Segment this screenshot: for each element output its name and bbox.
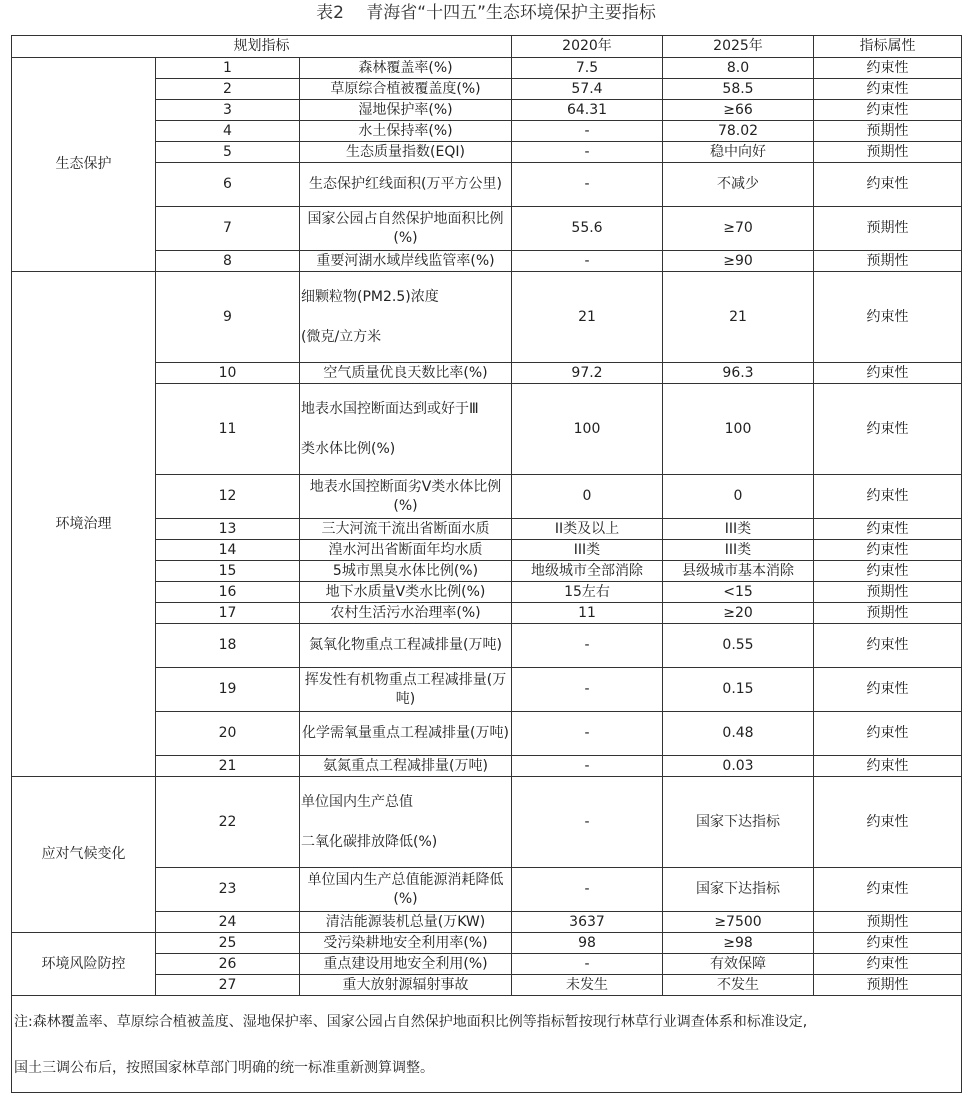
indicator-name: 单位国内生产总值能源消耗降低(%) [300, 868, 512, 912]
value-2025: 0.03 [663, 756, 814, 777]
indicator-attribute: 预期性 [814, 142, 962, 163]
indicator-attribute: 约束性 [814, 363, 962, 384]
indicator-name: 国家公园占自然保护地面积比例(%) [300, 207, 512, 251]
row-number: 12 [156, 475, 300, 519]
indicator-name: 氨氮重点工程减排量(万吨) [300, 756, 512, 777]
value-2025: ≥66 [663, 100, 814, 121]
line-gap [301, 307, 510, 328]
table-row [12, 933, 962, 954]
value-2025: ≥98 [663, 933, 814, 954]
indicator-name: 地表水国控断面劣V类水体比例(%) [300, 475, 512, 519]
indicator-name: 化学需氧量重点工程减排量(万吨) [300, 712, 512, 756]
header-row [12, 36, 962, 58]
value-2025: 0.55 [663, 624, 814, 668]
indicator-name [300, 272, 512, 363]
indicator-name-line-2: (微克/立方米 [301, 328, 382, 345]
value-2020: 7.5 [512, 58, 663, 79]
value-2020: II类及以上 [512, 519, 663, 540]
value-2020: 11 [512, 603, 663, 624]
value-2020: 97.2 [512, 363, 663, 384]
value-2020: - [512, 777, 663, 868]
indicator-attribute: 约束性 [814, 163, 962, 207]
value-2020: - [512, 251, 663, 272]
header-attr: 指标属性 [814, 36, 962, 58]
value-2025: 8.0 [663, 58, 814, 79]
indicator-name: 重要河湖水域岸线监管率(%) [300, 251, 512, 272]
line-gap [301, 419, 510, 440]
category-cell: 应对气候变化 [12, 777, 156, 933]
value-2025: 稳中向好 [663, 142, 814, 163]
value-2020: 21 [512, 272, 663, 363]
value-2025: ≥7500 [663, 912, 814, 933]
indicator-attribute: 约束性 [814, 561, 962, 582]
table-row [12, 777, 962, 868]
value-2025: 58.5 [663, 79, 814, 100]
value-2020: - [512, 712, 663, 756]
value-2025: 不减少 [663, 163, 814, 207]
indicator-attribute: 约束性 [814, 712, 962, 756]
row-number: 10 [156, 363, 300, 384]
value-2025: 不发生 [663, 975, 814, 996]
indicator-name-line-1: 细颗粒物(PM2.5)浓度 [301, 288, 439, 305]
indicator-attribute: 约束性 [814, 954, 962, 975]
row-number: 14 [156, 540, 300, 561]
row-number: 13 [156, 519, 300, 540]
row-number: 8 [156, 251, 300, 272]
value-2020: III类 [512, 540, 663, 561]
value-2025: ≥90 [663, 251, 814, 272]
row-number: 17 [156, 603, 300, 624]
value-2020: 15左右 [512, 582, 663, 603]
table-title: 表2 青海省“十四五”生态环境保护主要指标 [316, 3, 656, 23]
value-2020: 57.4 [512, 79, 663, 100]
value-2020: 未发生 [512, 975, 663, 996]
value-2020: - [512, 954, 663, 975]
value-2020: - [512, 868, 663, 912]
value-2020: - [512, 142, 663, 163]
row-number: 19 [156, 668, 300, 712]
line-gap [301, 812, 510, 833]
indicator-attribute: 预期性 [814, 121, 962, 142]
indicator-name-line-1: 单位国内生产总值 [301, 793, 413, 810]
indicator-attribute: 预期性 [814, 975, 962, 996]
header-indicator: 规划指标 [12, 36, 512, 58]
row-number: 1 [156, 58, 300, 79]
indicator-name: 重大放射源辐射事故 [300, 975, 512, 996]
indicator-attribute: 预期性 [814, 912, 962, 933]
row-number: 3 [156, 100, 300, 121]
indicator-name: 5城市黑臭水体比例(%) [300, 561, 512, 582]
value-2020: - [512, 756, 663, 777]
value-2025: ≥70 [663, 207, 814, 251]
row-number: 21 [156, 756, 300, 777]
indicator-name: 水土保持率(%) [300, 121, 512, 142]
indicator-attribute: 约束性 [814, 933, 962, 954]
row-number: 15 [156, 561, 300, 582]
indicator-attribute: 约束性 [814, 100, 962, 121]
value-2025: 21 [663, 272, 814, 363]
indicator-name [300, 777, 512, 868]
row-number: 9 [156, 272, 300, 363]
row-number: 22 [156, 777, 300, 868]
value-2025: 0 [663, 475, 814, 519]
note-row [12, 996, 962, 1093]
value-2020: 100 [512, 384, 663, 475]
indicator-attribute: 约束性 [814, 384, 962, 475]
value-2025: 0.48 [663, 712, 814, 756]
row-number: 2 [156, 79, 300, 100]
indicator-name: 三大河流干流出省断面水质 [300, 519, 512, 540]
row-number: 25 [156, 933, 300, 954]
indicator-name: 生态质量指数(EQI) [300, 142, 512, 163]
indicator-attribute: 预期性 [814, 251, 962, 272]
value-2020: - [512, 624, 663, 668]
indicator-name: 草原综合植被覆盖度(%) [300, 79, 512, 100]
indicator-name: 农村生活污水治理率(%) [300, 603, 512, 624]
indicator-name [300, 384, 512, 475]
row-number: 20 [156, 712, 300, 756]
indicator-attribute: 约束性 [814, 540, 962, 561]
indicator-name: 湿地保护率(%) [300, 100, 512, 121]
indicator-name: 地下水质量V类水比例(%) [300, 582, 512, 603]
value-2020: 3637 [512, 912, 663, 933]
value-2020: 55.6 [512, 207, 663, 251]
indicator-name: 重点建设用地安全利用(%) [300, 954, 512, 975]
note-cell [12, 996, 962, 1093]
value-2020: - [512, 121, 663, 142]
row-number: 18 [156, 624, 300, 668]
header-2020: 2020年 [512, 36, 663, 58]
indicator-name: 挥发性有机物重点工程减排量(万吨) [300, 668, 512, 712]
value-2020: - [512, 668, 663, 712]
indicator-name-line-1: 地表水国控断面达到或好于Ⅲ [301, 400, 479, 417]
indicator-attribute: 约束性 [814, 475, 962, 519]
indicator-attribute: 约束性 [814, 272, 962, 363]
indicator-name: 空气质量优良天数比率(%) [300, 363, 512, 384]
indicator-attribute: 预期性 [814, 207, 962, 251]
table-row [12, 272, 962, 363]
indicator-name: 生态保护红线面积(万平方公里) [300, 163, 512, 207]
indicator-attribute: 约束性 [814, 58, 962, 79]
indicator-attribute: 约束性 [814, 79, 962, 100]
indicator-attribute: 约束性 [814, 624, 962, 668]
indicator-name: 森林覆盖率(%) [300, 58, 512, 79]
note-line-2: 国土三调公布后，按照国家林草部门明确的统一标准重新测算调整。 [14, 1060, 434, 1076]
value-2025: ≥20 [663, 603, 814, 624]
indicator-attribute: 约束性 [814, 777, 962, 868]
note-line-1: 注:森林覆盖率、草原综合植被盖度、湿地保护率、国家公园占自然保护地面积比例等指标暂按现行林草行业调查体系和标准设定, [14, 1014, 808, 1030]
value-2025: III类 [663, 519, 814, 540]
indicator-name: 湟水河出省断面年均水质 [300, 540, 512, 561]
value-2025: 国家下达指标 [663, 868, 814, 912]
indicator-attribute: 预期性 [814, 603, 962, 624]
value-2020: 地级城市全部消除 [512, 561, 663, 582]
category-cell: 环境风险防控 [12, 933, 156, 996]
indicator-attribute: 预期性 [814, 582, 962, 603]
row-number: 27 [156, 975, 300, 996]
indicator-table [11, 35, 962, 1093]
value-2025: 78.02 [663, 121, 814, 142]
value-2020: 64.31 [512, 100, 663, 121]
row-number: 26 [156, 954, 300, 975]
value-2025: 县级城市基本消除 [663, 561, 814, 582]
value-2025: 100 [663, 384, 814, 475]
category-cell: 生态保护 [12, 58, 156, 272]
row-number: 16 [156, 582, 300, 603]
value-2020: - [512, 163, 663, 207]
row-number: 4 [156, 121, 300, 142]
row-number: 6 [156, 163, 300, 207]
indicator-name: 受污染耕地安全利用率(%) [300, 933, 512, 954]
row-number: 24 [156, 912, 300, 933]
value-2025: <15 [663, 582, 814, 603]
value-2025: 96.3 [663, 363, 814, 384]
row-number: 23 [156, 868, 300, 912]
table-row [12, 58, 962, 79]
indicator-name: 氮氧化物重点工程减排量(万吨) [300, 624, 512, 668]
indicator-attribute: 约束性 [814, 519, 962, 540]
value-2025: 有效保障 [663, 954, 814, 975]
value-2020: 98 [512, 933, 663, 954]
row-number: 7 [156, 207, 300, 251]
value-2025: 国家下达指标 [663, 777, 814, 868]
indicator-attribute: 约束性 [814, 756, 962, 777]
indicator-name: 清洁能源装机总量(万KW) [300, 912, 512, 933]
header-2025: 2025年 [663, 36, 814, 58]
indicator-name-line-2: 类水体比例(%) [301, 440, 396, 457]
row-number: 11 [156, 384, 300, 475]
value-2025: III类 [663, 540, 814, 561]
value-2020: 0 [512, 475, 663, 519]
row-number: 5 [156, 142, 300, 163]
value-2025: 0.15 [663, 668, 814, 712]
category-cell: 环境治理 [12, 272, 156, 777]
indicator-attribute: 约束性 [814, 668, 962, 712]
indicator-attribute: 约束性 [814, 868, 962, 912]
indicator-name-line-2: 二氧化碳排放降低(%) [301, 833, 438, 850]
